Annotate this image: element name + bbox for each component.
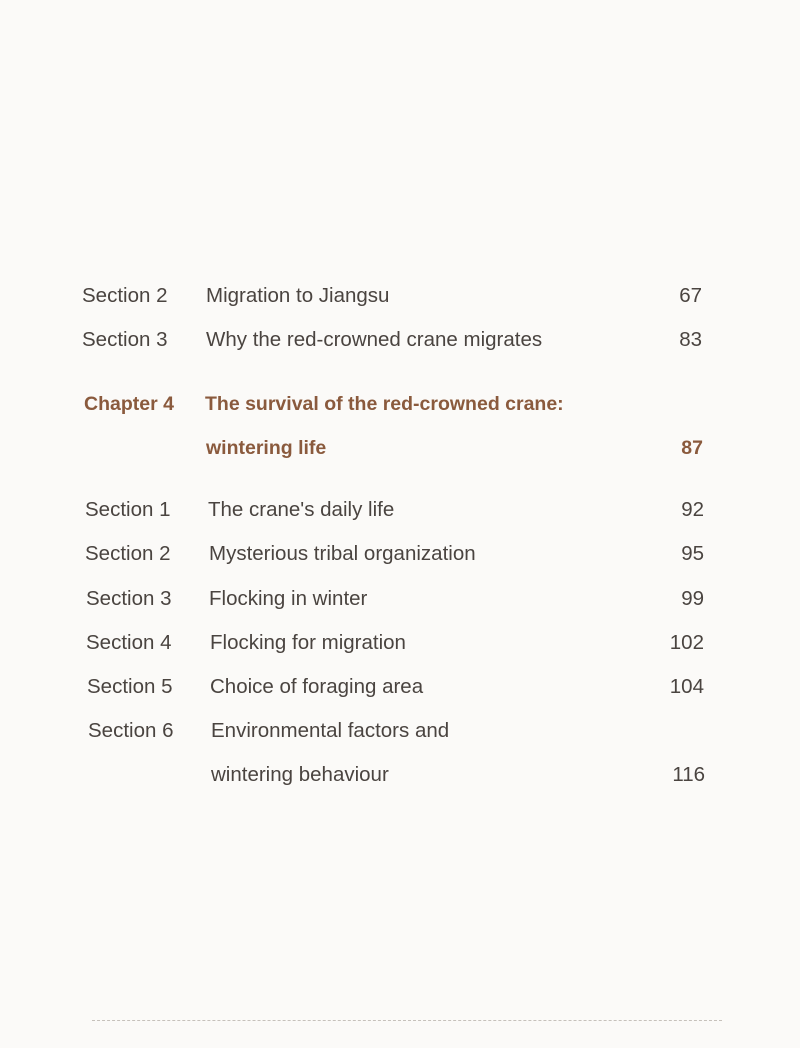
toc-entry-chapter-4-continued <box>0 433 800 463</box>
entry-page-number: 92 <box>681 498 704 521</box>
chapter-title: The survival of the red-crowned crane: <box>205 393 564 415</box>
entry-title-continued: wintering behaviour <box>211 763 389 786</box>
entry-page-number: 83 <box>679 328 702 351</box>
entry-title: Mysterious tribal organization <box>209 542 476 565</box>
entry-label: Section 2 <box>85 542 171 565</box>
entry-title: The crane's daily life <box>208 498 395 521</box>
chapter-page-number: 87 <box>681 437 703 459</box>
entry-page-number: 67 <box>679 284 702 307</box>
entry-page-number: 104 <box>669 675 704 698</box>
entry-title: Flocking for migration <box>210 631 406 654</box>
entry-page-number: 99 <box>681 587 704 610</box>
entry-label: Section 3 <box>82 328 168 351</box>
entry-label: Section 6 <box>88 719 174 742</box>
entry-title: Why the red-crowned crane migrates <box>206 328 543 351</box>
entry-label: Section 4 <box>86 631 172 654</box>
entry-label: Section 5 <box>87 675 173 698</box>
toc-entry-section-3-flocking-winter <box>0 584 800 614</box>
entry-label: Section 3 <box>86 587 172 610</box>
toc-entry-section-3-why-migrates <box>0 325 800 355</box>
entry-title: Migration to Jiangsu <box>206 284 390 307</box>
toc-entry-section-6-continued <box>0 760 800 790</box>
toc-entry-section-1-daily-life <box>0 495 800 525</box>
toc-entry-chapter-4 <box>0 389 800 419</box>
chapter-label: Chapter 4 <box>84 393 174 415</box>
entry-title: Environmental factors and <box>211 719 450 742</box>
entry-page-number: 95 <box>681 542 704 565</box>
chapter-title-continued: wintering life <box>206 437 327 459</box>
entry-page-number: 102 <box>669 631 704 654</box>
entry-page-number: 116 <box>672 763 705 786</box>
entry-label: Section 2 <box>82 284 168 307</box>
toc-entry-section-4-flocking-migration <box>0 628 800 658</box>
entry-title: Choice of foraging area <box>210 675 424 698</box>
toc-entry-section-5-foraging <box>0 672 800 702</box>
toc-entry-section-2-migration <box>0 281 800 311</box>
bottom-rule <box>92 1020 722 1021</box>
entry-title: Flocking in winter <box>209 587 368 610</box>
entry-label: Section 1 <box>85 498 171 521</box>
toc-entry-section-6-environment <box>0 716 800 746</box>
toc-entry-section-2-tribal <box>0 539 800 569</box>
